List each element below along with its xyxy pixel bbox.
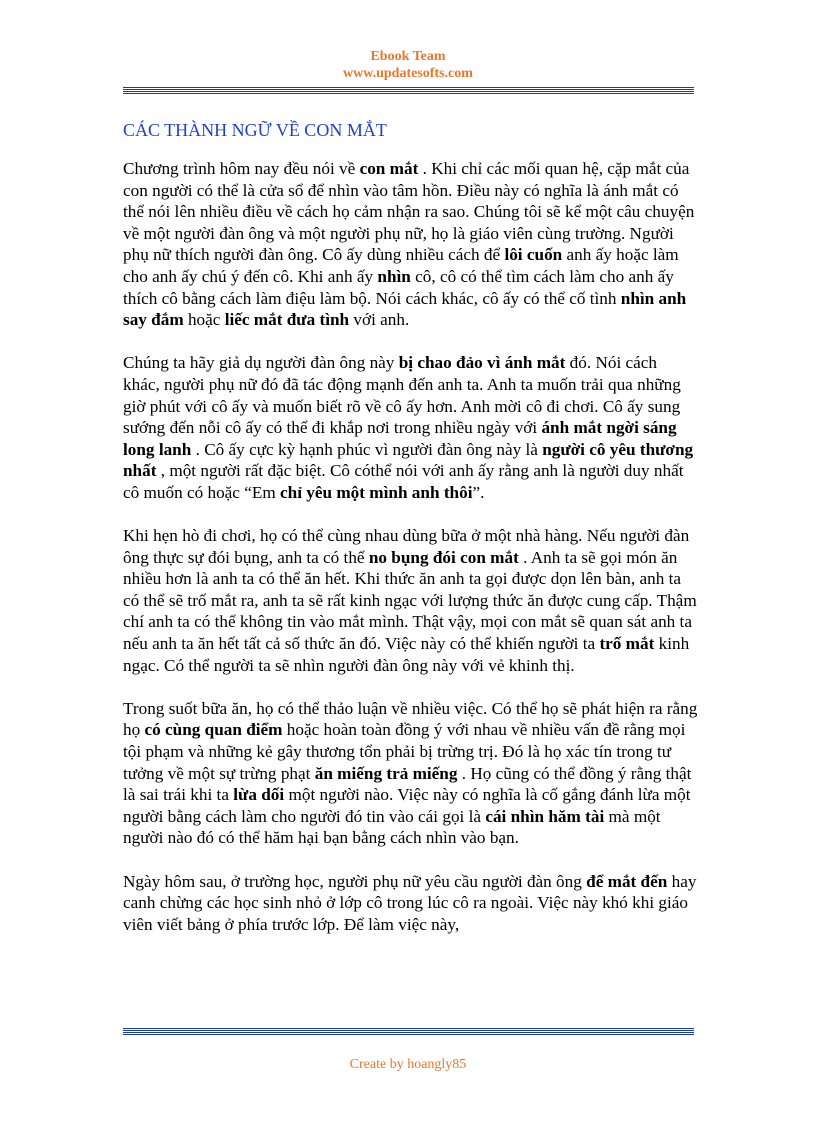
text-run: anh ấy hoặc làm cho anh ấy chú ý đến cô. Khi anh ấy [123, 245, 679, 286]
bold-phrase: chỉ yêu một mình anh thôi [280, 482, 473, 502]
text-run: hoặc [183, 310, 225, 330]
bold-phrase: người cô yêu thương nhất [123, 439, 694, 481]
paragraph [123, 698, 698, 849]
page-footer: Create by hoangly85 [349, 1057, 467, 1072]
bold-phrase: cái nhìn hăm tài [485, 806, 605, 826]
paragraph [123, 352, 698, 503]
page-header [0, 48, 816, 82]
text-run: . Cô ấy cực kỳ hạnh phúc vì người đàn ông này là [191, 439, 543, 459]
bold-phrase: nhìn [377, 266, 411, 286]
text-run: mà một người nào đó có thể hăm hại bạn bằng cách nhìn vào bạn. [123, 806, 661, 848]
text-run: kinh ngạc. Có thể người ta sẽ nhìn người đàn ông này với vẻ khinh thị. [123, 634, 690, 675]
paragraph [123, 871, 698, 936]
bold-phrase: lôi cuốn [504, 245, 563, 265]
page-title: CÁC THÀNH NGỮ VỀ CON MẮT [123, 120, 387, 140]
header-rule [123, 87, 694, 94]
text-run: Chúng ta hãy giả dụ người đàn ông này [123, 353, 399, 373]
bold-phrase: trố mắt [599, 634, 655, 654]
bold-phrase: bị chao đảo vì ánh mắt [398, 353, 566, 373]
bold-phrase: lừa dối [233, 785, 285, 805]
text-run: . Anh ta sẽ gọi món ăn nhiều hơn là anh ta có thể ăn hết. Khi thức ăn anh ta gọi được dọn lên bàn, anh ta có thể sẽ trố mắt ra, anh ta sẽ rất kinh ngạc với lượng thức ăn được cung cấp. Thậm chí anh ta có thể không tin vào mắt mình. Thật vậy, mọi con mắt sẽ quan sát anh ta nếu anh ta ăn hết tất cả số thức ăn đó. Việc này có thể khiến người ta [123, 547, 697, 654]
text-run: . Khi chỉ các mối quan hệ, cặp mắt của con người có thể là cửa sổ để nhìn vào tâm hồn. Điều này có nghĩa là ánh mắt có thể nói lên nhiều điều về cách họ cảm nhận ra sao. Chúng tôi sẽ kể một câu chuyện về một người đàn ông và một người phụ nữ, họ là giáo viên cùng trường. Người phụ nữ thích người đàn ông. Cô ấy dùng nhiều cách để [123, 159, 695, 265]
text-run: ”. [472, 482, 485, 502]
text-run: hay canh chừng các học sinh nhỏ ở lớp cô trong lúc cô ra ngoài. Việc này khó khi giáo viên viết bảng ở phía trước lớp. Để làm việc này, [123, 871, 697, 934]
document-body [123, 158, 698, 957]
paragraph [123, 525, 698, 676]
text-run: với anh. [349, 310, 410, 330]
bold-phrase: ánh mắt ngời sáng long lanh [123, 418, 677, 459]
text-run: một người nào. Việc này có nghĩa là cố gắng đánh lừa một người bằng cách làm cho người đó tin vào cái gọi là [123, 785, 691, 826]
bold-phrase: nhìn anh say đắm [123, 288, 687, 330]
bold-phrase: ăn miếng trả miếng [314, 763, 458, 783]
bold-phrase: để mắt đến [586, 871, 668, 891]
bold-phrase: con mắt [359, 159, 419, 178]
text-run: . Họ cũng có thể đồng ý rằng thật là sai trái khi ta [123, 763, 692, 805]
text-run: cô, cô có thể tìm cách làm cho anh ấy thích cô bằng cách làm điệu làm bộ. Nói cách khác, cô ấy có thể cố tình [123, 266, 674, 308]
header-website: www.updatesofts.com [343, 66, 473, 81]
bold-phrase: no bụng đói con mắt [368, 547, 519, 567]
paragraph [123, 158, 698, 331]
text-run: Chương trình hôm nay đều nói về [123, 159, 360, 178]
text-run: hoặc hoàn toàn đồng ý với nhau về nhiều vấn đề rằng mọi tội phạm và những kẻ gây thương tổn phải bị trừng trị. Đó là họ xác tín trong tư tưởng về một sự trừng phạt [123, 720, 686, 783]
text-run: đó. Nói cách khác, người phụ nữ đó đã tác động mạnh đến anh ta. Anh ta muốn trải qua những giờ phút với cô ấy và muốn biết rõ về cô ấy hơn. Anh mời cô đi chơi. Cô ấy sung sướng đến nỗi cô ấy có thể đi khắp nơi trong nhiều ngày với [123, 353, 681, 438]
bold-phrase: có cùng quan điểm [144, 720, 283, 740]
text-run: Khi hẹn hò đi chơi, họ có thể cùng nhau dùng bữa ở một nhà hàng. Nếu người đàn ông thực sự đói bụng, anh ta có thể [123, 526, 690, 567]
bold-phrase: liếc mắt đưa tình [224, 310, 350, 330]
text-run: Ngày hôm sau, ở trường học, người phụ nữ yêu cầu người đàn ông [123, 871, 587, 891]
footer-rule [123, 1028, 694, 1035]
text-run: Trong suốt bữa ăn, họ có thể thảo luận về nhiều việc. Có thể họ sẽ phát hiện ra rằng họ [123, 698, 698, 740]
text-run: , một người rất đặc biệt. Cô cóthể nói với anh ấy rằng anh là người duy nhất cô muốn có hoặc “Em [123, 461, 684, 502]
header-team-name: Ebook Team [370, 49, 446, 64]
